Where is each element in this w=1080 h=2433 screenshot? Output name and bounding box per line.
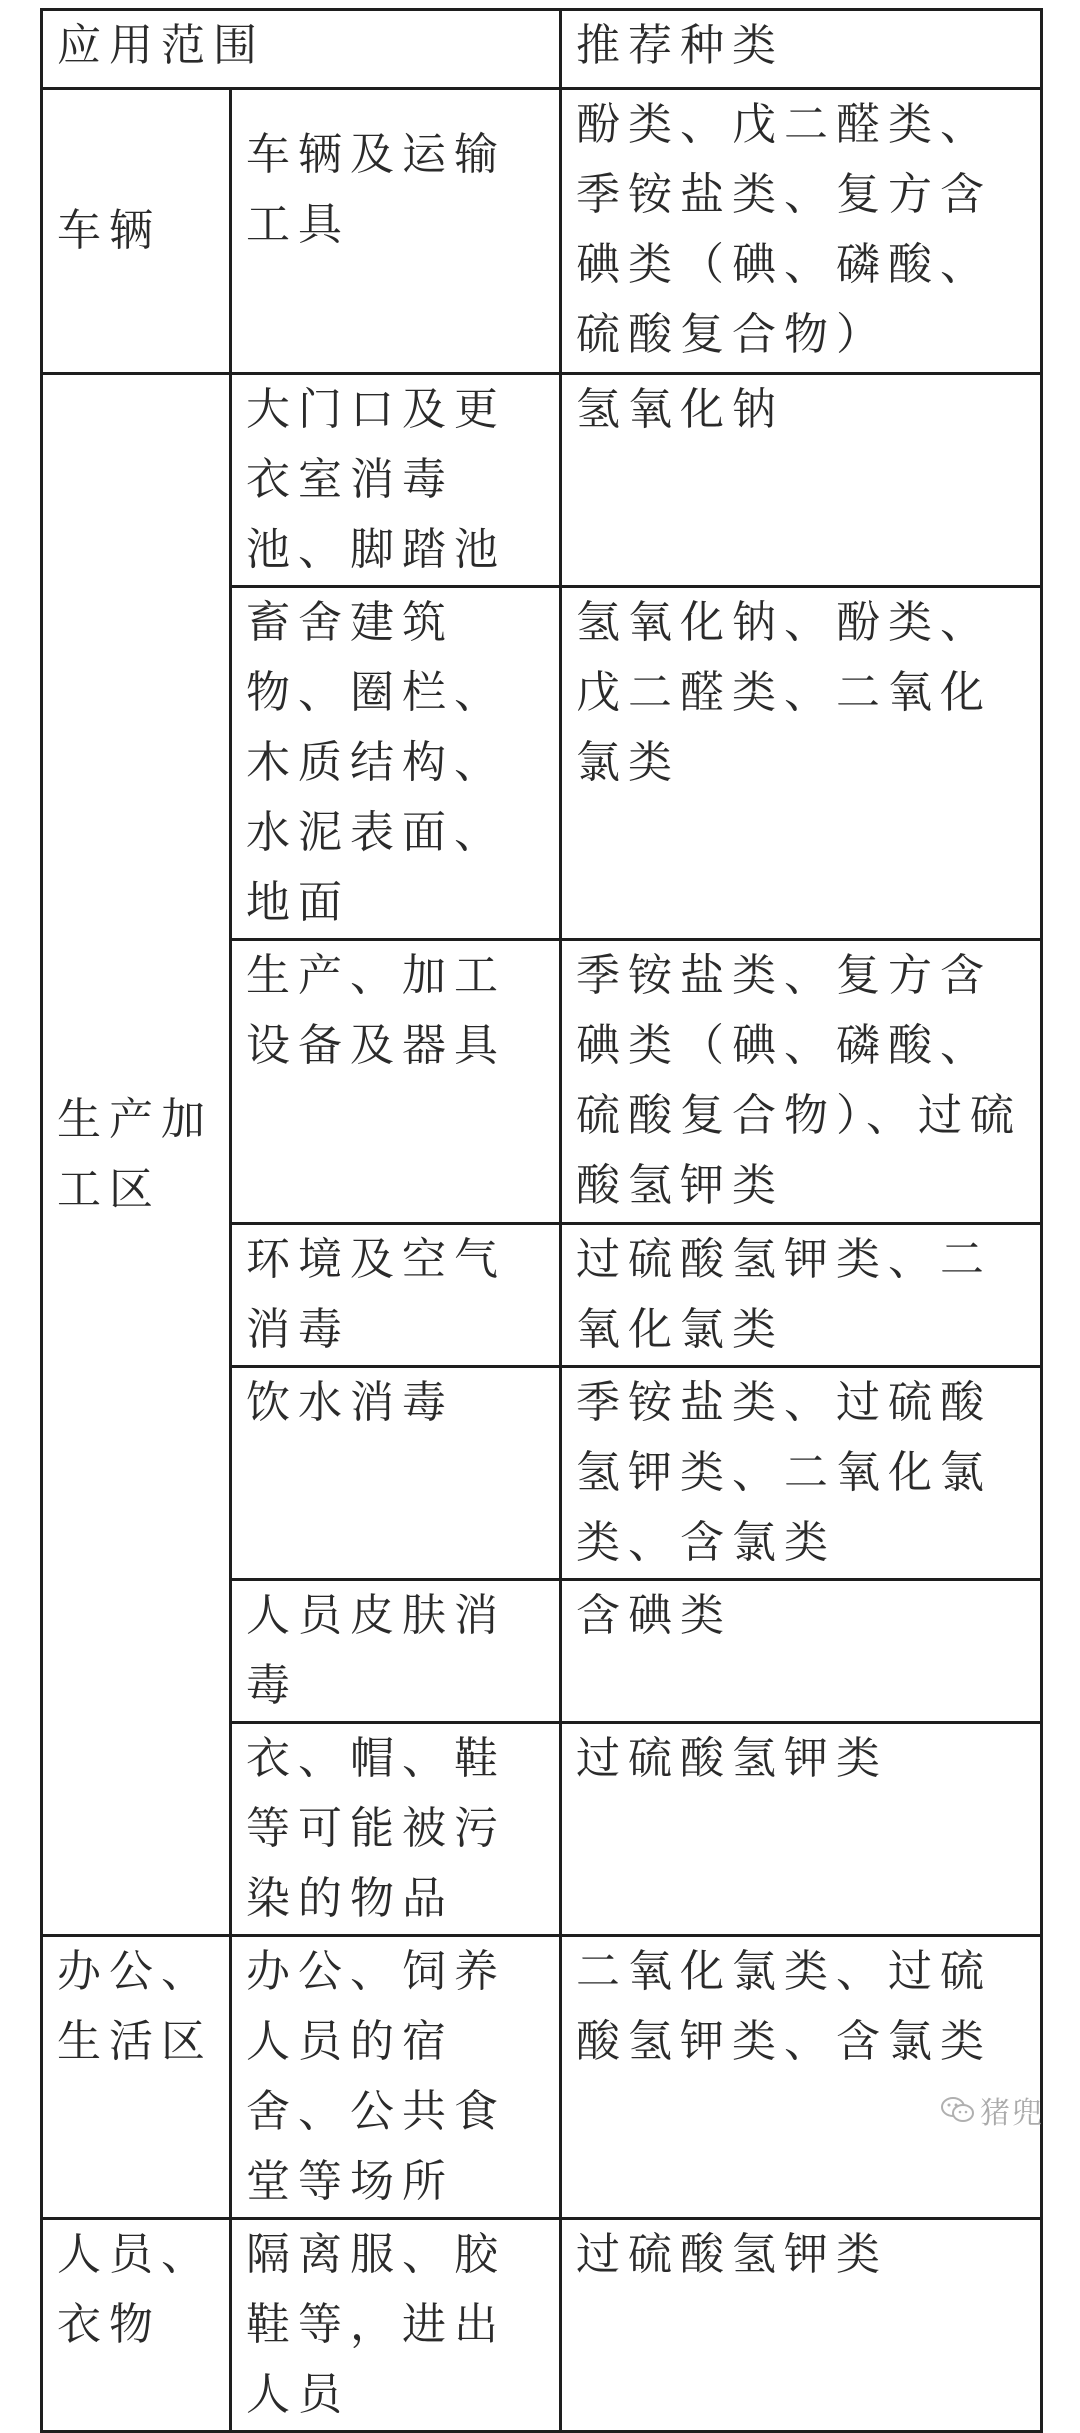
object-cell: 办公、饲养人员的宿舍、公共食堂等场所 <box>231 1936 561 2219</box>
table-row <box>42 374 1042 587</box>
agents-cell: 过硫酸氢钾类 <box>561 1723 1042 1936</box>
header-type: 推荐种类 <box>561 10 1042 89</box>
agents-cell: 氢氧化钠、酚类、戊二醛类、二氧化氯类 <box>561 587 1042 940</box>
area-cell: 生产加工区 <box>42 374 231 1936</box>
area-cell: 办公、生活区 <box>42 1936 231 2219</box>
object-cell: 饮水消毒 <box>231 1367 561 1580</box>
agents-cell: 酚类、戊二醛类、季铵盐类、复方含碘类（碘、磷酸、硫酸复合物） <box>561 89 1042 374</box>
watermark-text: 猪兜 <box>980 2096 1044 2131</box>
area-cell: 车辆 <box>42 89 231 374</box>
wechat-icon <box>940 2095 976 2125</box>
object-cell: 衣、帽、鞋等可能被污染的物品 <box>231 1723 561 1936</box>
header-scope: 应用范围 <box>42 10 561 89</box>
object-cell: 人员皮肤消毒 <box>231 1580 561 1723</box>
watermark <box>940 2090 1044 2130</box>
table-header-row <box>42 10 1042 89</box>
object-cell: 生产、加工设备及器具 <box>231 940 561 1224</box>
object-cell: 车辆及运输工具 <box>231 89 561 374</box>
agents-cell: 季铵盐类、复方含碘类（碘、磷酸、硫酸复合物）、过硫酸氢钾类 <box>561 940 1042 1224</box>
agents-cell: 含碘类 <box>561 1580 1042 1723</box>
area-cell: 人员、衣物 <box>42 2219 231 2432</box>
agents-cell: 二氧化氯类、过硫酸氢钾类、含氯类 <box>561 1936 1042 2219</box>
object-cell: 大门口及更衣室消毒池、脚踏池 <box>231 374 561 587</box>
object-cell: 畜舍建筑物、圈栏、木质结构、水泥表面、地面 <box>231 587 561 940</box>
disinfectant-table <box>40 8 1043 2433</box>
agents-cell: 季铵盐类、过硫酸氢钾类、二氧化氯类、含氯类 <box>561 1367 1042 1580</box>
table-row <box>42 89 1042 374</box>
object-cell: 环境及空气消毒 <box>231 1224 561 1367</box>
table-row <box>42 1936 1042 2219</box>
agents-cell: 氢氧化钠 <box>561 374 1042 587</box>
agents-cell: 过硫酸氢钾类、二氧化氯类 <box>561 1224 1042 1367</box>
object-cell: 隔离服、胶鞋等，进出人员 <box>231 2219 561 2432</box>
table-row <box>42 2219 1042 2432</box>
agents-cell: 过硫酸氢钾类 <box>561 2219 1042 2432</box>
